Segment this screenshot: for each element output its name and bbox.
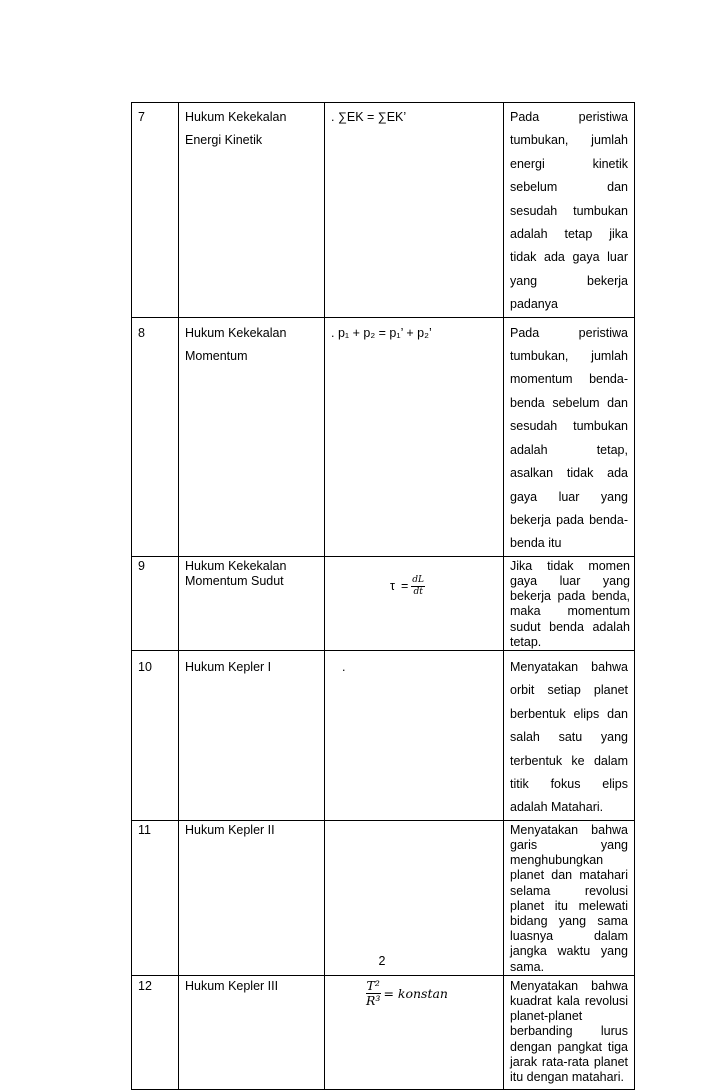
law-name [179,556,325,650]
fraction [411,575,425,598]
fraction-numerator: T² [366,977,380,993]
description: Jika tidak momen gaya luar yang bekerja pada benda, maka momentum sudut benda adalah tetap. [504,556,635,650]
description: Menyatakan bahwa kuadrat kala revolusi planet-planet berbanding lurus dengan pangkat tiga jarak rata-rata planet itu dengan matahari. [504,975,635,1089]
table-row [132,103,635,318]
law-name [179,650,325,820]
formula [325,975,504,1089]
formula: . p₁ + p₂ = p₁’ + p₂’ [325,317,504,556]
row-number: 11 [132,820,179,975]
law-name-line: Hukum Kepler I [185,659,272,674]
formula-equals: = [400,578,409,593]
fraction-denominator: R³ [366,992,381,1008]
formula [325,820,504,975]
formula [325,556,504,650]
fraction [365,979,381,1008]
law-name-line: Hukum Kepler II [185,822,275,837]
law-name [179,820,325,975]
fraction-numerator: dL [412,574,425,585]
formula: . [325,650,504,820]
row-number: 9 [132,556,179,650]
law-name-line: Hukum Kekekalan [185,558,287,573]
kepler-third-law-formula [365,979,448,1008]
law-name-line: Hukum Kepler III [185,978,279,993]
description: Menyatakan bahwa garis yang menghubungkan planet dan matahari selama revolusi planet itu melewati bidang yang sama luasnya dalam jangka waktu yang sama. [504,820,635,975]
law-name-line: Hukum Kekekalan [185,110,287,124]
table-row [132,650,635,820]
description: Pada peristiwa tumbukan, jumlah energi kinetik sebelum dan sesudah tumbukan adalah tetap jika tidak ada gaya luar yang bekerja padanya [504,103,635,318]
row-number: 7 [132,103,179,318]
formula-rhs: = konstan [383,985,448,1001]
law-name-line: Energi Kinetik [185,133,263,148]
table-row [132,975,635,1089]
row-number: 12 [132,975,179,1089]
formula: . ∑EK = ∑EK’ [325,103,504,318]
physics-laws-table [131,102,635,1090]
law-name-line: Momentum Sudut [185,573,284,588]
table-row [132,820,635,975]
table-row [132,556,635,650]
row-number: 8 [132,317,179,556]
law-name-line: Hukum Kekekalan [185,325,287,340]
fraction-denominator: dt [413,586,423,597]
law-name-line: Momentum [185,349,248,364]
law-name [179,317,325,556]
description: Pada peristiwa tumbukan, jumlah momentum benda-benda sebelum dan sesudah tumbukan adalah tetap, asalkan tidak ada gaya luar yang bekerja pada benda-benda itu [504,317,635,556]
torque-formula [390,575,425,598]
law-name [179,975,325,1089]
table-row [132,317,635,556]
description: Menyatakan bahwa orbit setiap planet berbentuk elips dan salah satu yang terbentuk ke dalam titik fokus elips adalah Matahari. [504,650,635,820]
page-number: 2 [378,954,386,968]
law-name [179,103,325,318]
formula-lhs: τ [390,578,395,593]
row-number: 10 [132,650,179,820]
